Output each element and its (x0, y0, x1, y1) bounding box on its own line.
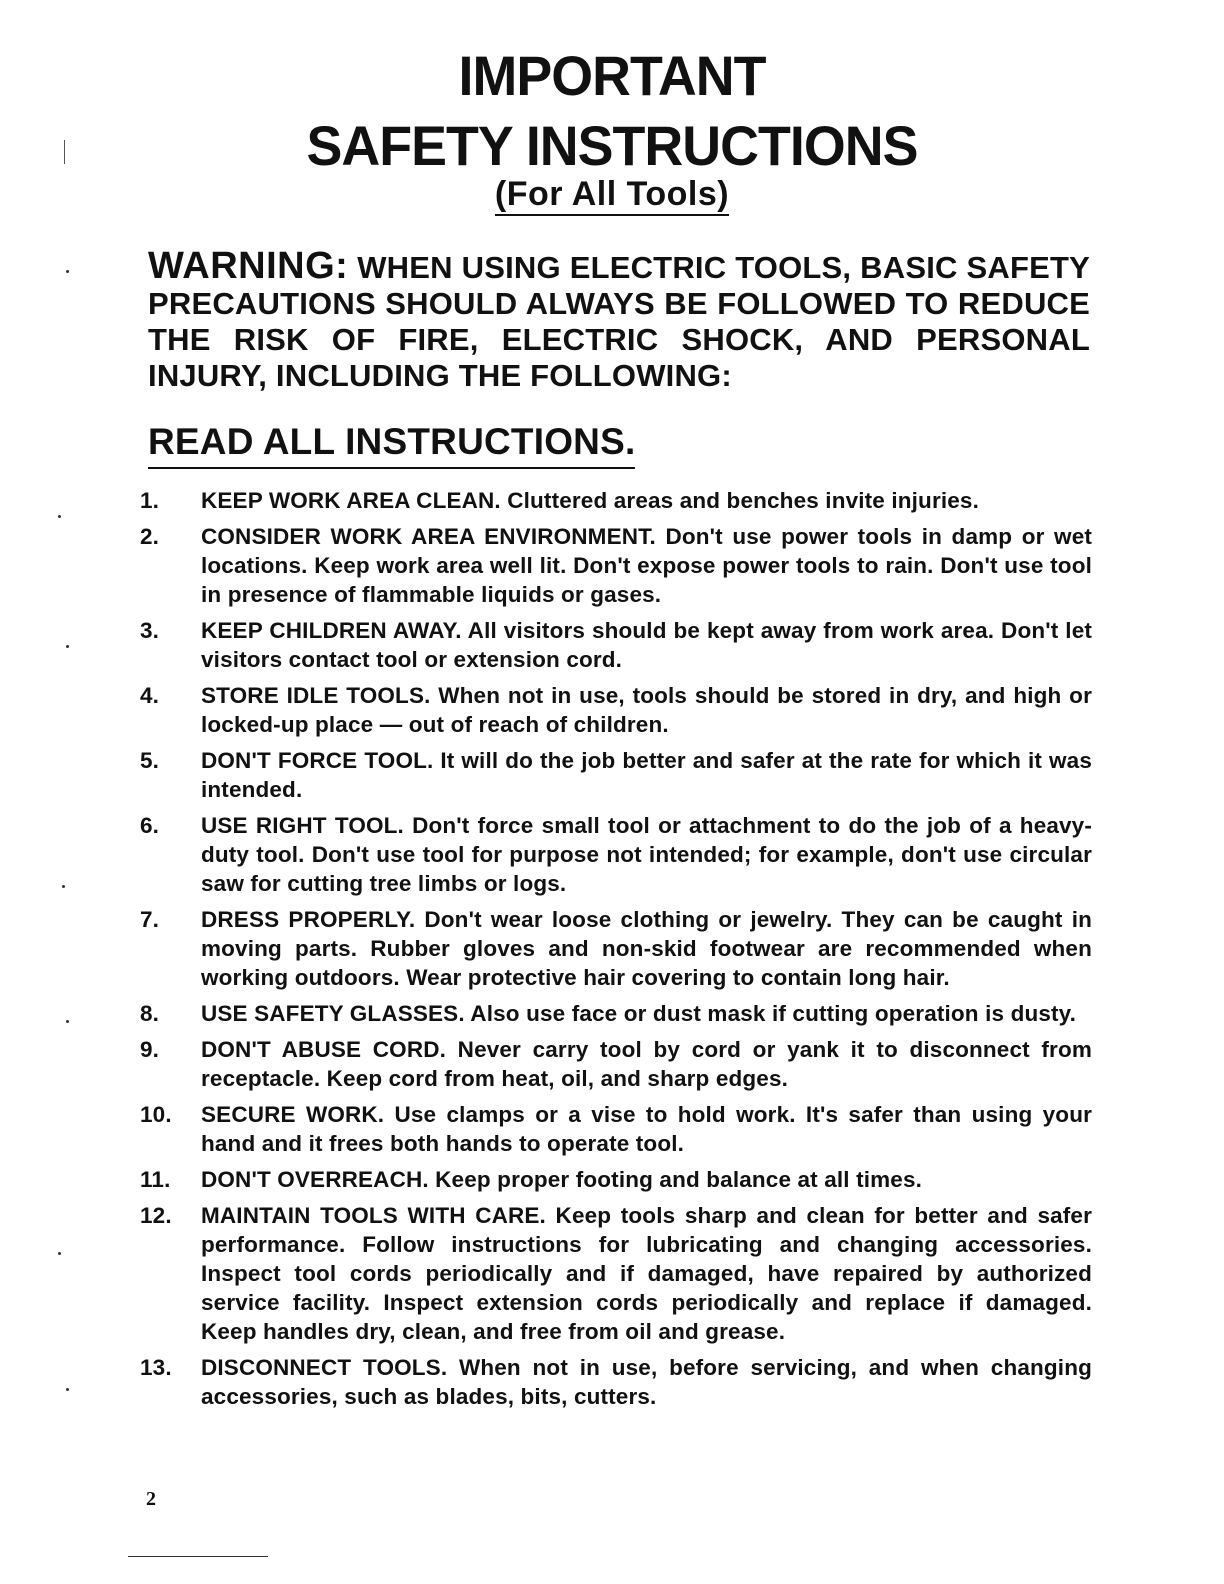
instruction-number: 13. (140, 1355, 172, 1380)
instruction-item (140, 681, 1092, 739)
scan-margin-dot (62, 885, 65, 888)
instruction-number: 2. (140, 524, 160, 549)
section-heading: READ ALL INSTRUCTIONS. (148, 422, 635, 469)
instruction-text: STORE IDLE TOOLS. When not in use, tools should be stored in dry, and high or locked-up place — out of reach of children. (201, 683, 1092, 737)
instruction-text: DON'T OVERREACH. Keep proper footing and balance at all times. (201, 1167, 923, 1192)
instruction-text: DISCONNECT TOOLS. When not in use, before servicing, and when changing accessories, such as blades, bits, cutters. (201, 1355, 1092, 1409)
instruction-text: KEEP CHILDREN AWAY. All visitors should be kept away from work area. Don't let visitors contact tool or extension cord. (201, 618, 1092, 672)
instruction-number: 7. (140, 907, 160, 932)
warning-label: WARNING: (148, 245, 349, 287)
instruction-number: 11. (140, 1167, 171, 1192)
page-title-line2: SAFETY INSTRUCTIONS (306, 114, 918, 177)
instruction-item (140, 1165, 1092, 1194)
instruction-number: 10. (140, 1102, 172, 1127)
footer-rule (128, 1556, 268, 1557)
instruction-number: 9. (140, 1037, 160, 1062)
instruction-item (140, 999, 1092, 1028)
instruction-text: KEEP WORK AREA CLEAN. Cluttered areas and benches invite injuries. (201, 488, 979, 513)
instruction-text: MAINTAIN TOOLS WITH CARE. Keep tools sharp and clean for better and safer performance. Follow instructions for lubricating and changing accessories. Inspect tool cords periodically and if damaged, have repaired by authorized service facility. Inspect extension cords periodically and replace if damaged. Keep handles dry, clean, and free from oil and grease. (201, 1203, 1092, 1344)
instruction-number: 5. (140, 748, 160, 773)
instruction-item (140, 811, 1092, 898)
instruction-text: CONSIDER WORK AREA ENVIRONMENT. Don't use power tools in damp or wet locations. Keep work area well lit. Don't expose power tools to rain. Don't use tool in presence of flammable liquids or gases. (201, 524, 1092, 607)
warning-text: WHEN USING ELECTRIC TOOLS, BASIC SAFETY PRECAUTIONS SHOULD ALWAYS BE FOLLOWED TO REDUCE THE RISK OF FIRE, ELECTRIC SHOCK, AND PERSONAL INJURY, INCLUDING THE FOLLOWING: (148, 250, 1090, 393)
instruction-number: 3. (140, 618, 160, 643)
instruction-item (140, 616, 1092, 674)
instruction-list (140, 486, 1092, 1418)
instruction-item (140, 1035, 1092, 1093)
instruction-item (140, 905, 1092, 992)
instruction-text: DON'T ABUSE CORD. Never carry tool by cord or yank it to disconnect from receptacle. Keep cord from heat, oil, and sharp edges. (201, 1037, 1092, 1091)
scan-margin-dot (58, 1252, 61, 1255)
instruction-number: 1. (140, 488, 160, 513)
instruction-item (140, 746, 1092, 804)
warning-block (148, 245, 1090, 394)
instruction-item (140, 1100, 1092, 1158)
page-number: 2 (146, 1488, 156, 1510)
scan-margin-dot (66, 1020, 69, 1023)
instruction-number: 8. (140, 1001, 160, 1026)
scan-margin-dot (66, 270, 69, 273)
scan-margin-dot (58, 515, 61, 518)
scan-margin-dot (66, 645, 69, 648)
instruction-number: 12. (140, 1203, 172, 1228)
scan-margin-dot (66, 1388, 69, 1391)
instruction-item (140, 522, 1092, 609)
instruction-number: 4. (140, 683, 160, 708)
scan-margin-mark (64, 140, 65, 164)
instruction-item (140, 1201, 1092, 1346)
instruction-item (140, 486, 1092, 515)
instruction-item (140, 1353, 1092, 1411)
instruction-text: DRESS PROPERLY. Don't wear loose clothing or jewelry. They can be caught in moving parts. Rubber gloves and non-skid footwear are recommended when working outdoors. Wear protective hair covering to contain long hair. (201, 907, 1092, 990)
instruction-text: USE SAFETY GLASSES. Also use face or dust mask if cutting operation is dusty. (201, 1001, 1077, 1026)
page-subtitle (0, 176, 1224, 213)
instruction-number: 6. (140, 813, 160, 838)
instruction-text: USE RIGHT TOOL. Don't force small tool or attachment to do the job of a heavy-duty tool. Don't use tool for purpose not intended; for example, don't use circular saw for cutting tree limbs or logs. (201, 813, 1092, 896)
instruction-text: SECURE WORK. Use clamps or a vise to hold work. It's safer than using your hand and it frees both hands to operate tool. (201, 1102, 1092, 1156)
page-subtitle-text: (For All Tools) (495, 175, 729, 216)
page-title-line1: IMPORTANT (458, 44, 766, 107)
instruction-text: DON'T FORCE TOOL. It will do the job better and safer at the rate for which it was intended. (201, 748, 1092, 802)
